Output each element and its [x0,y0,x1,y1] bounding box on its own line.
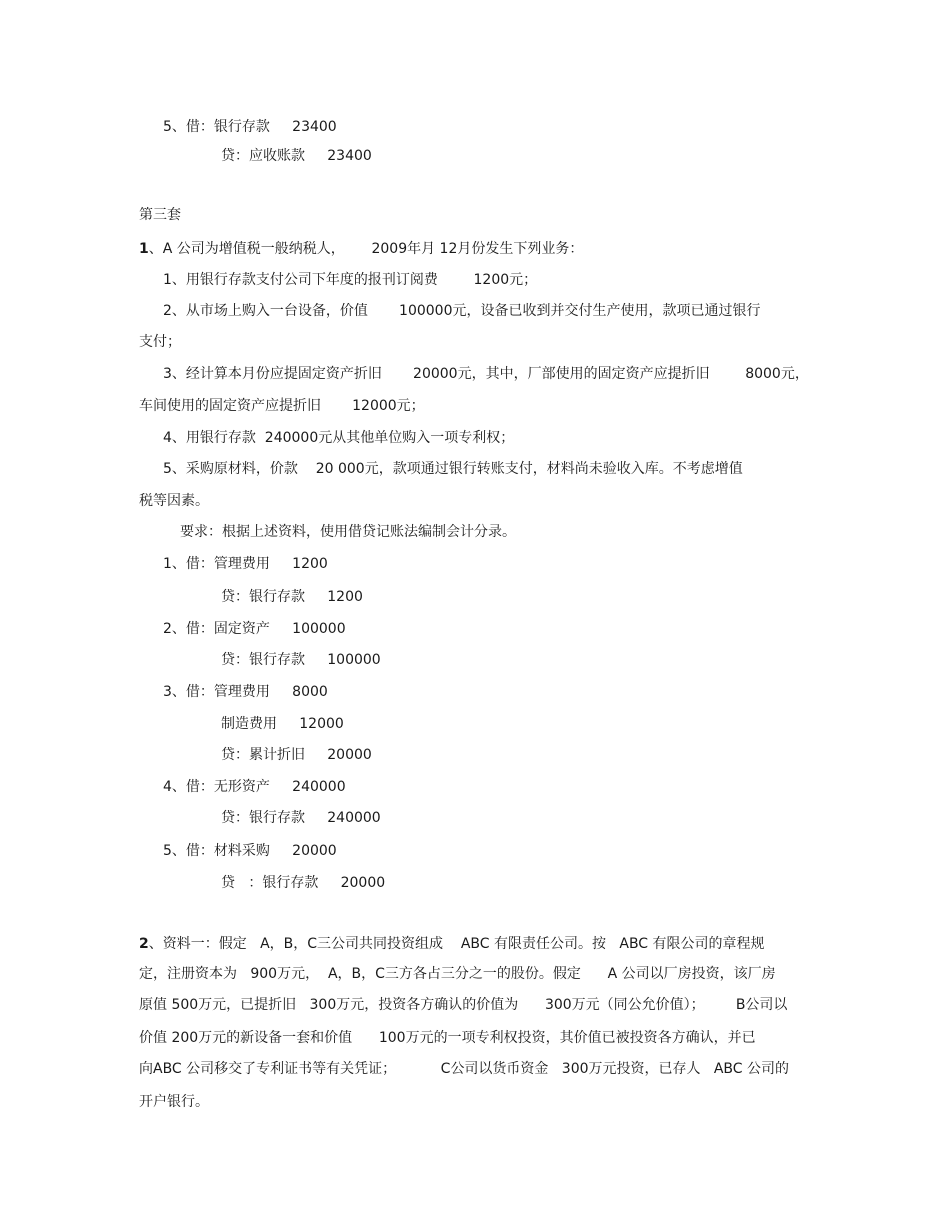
q1-item: 4、用银行存款 240000元从其他单位购入一项专利权； [163,430,515,446]
set-title: 第三套 [139,207,181,223]
q1-intro [139,240,583,258]
journal-entry: 贷：银行存款 240000 [221,810,381,826]
prev-entry-debit: 5、借：银行存款 23400 [163,119,337,135]
q1-item: 5、采购原材料，价款 20 000元，款项通过银行转账支付，材料尚未验收入库。不考虑增值 [163,461,743,477]
q2-line: 开户银行。 [139,1094,209,1110]
prev-entry-credit: 贷：应收账款 23400 [221,148,372,164]
q1-item: 2、从市场上购入一台设备，价值 100000元，设备已收到并交付生产使用，款项已通过银行 [163,303,761,319]
q2-line: 定，注册资本为 900万元， A，B，C三方各占三分之一的股份。假定 A 公司以厂房投资，该厂房 [139,966,776,982]
q1-number: 1 [139,241,149,257]
q2-line: 向ABC 公司移交了专利证书等有关凭证； C公司以货币资金 300万元投资，已存人 ABC 公司的 [139,1061,790,1077]
q1-item: 支付； [139,334,181,350]
q1-requirement: 要求：根据上述资料，使用借贷记账法编制会计分录。 [180,524,516,540]
journal-entry: 制造费用 12000 [221,716,344,732]
journal-entry: 贷：累计折旧 20000 [221,747,372,763]
journal-entry: 5、借：材料采购 20000 [163,843,337,859]
q2-line-text: 、资料一：假定 A，B，C三公司共同投资组成 ABC 有限责任公司。按 ABC 有限公司的章程规 [148,936,765,952]
q2-line [139,935,765,953]
journal-entry: 贷 ：银行存款 20000 [221,875,386,891]
q1-intro-text: 、A 公司为增值税一般纳税人， 2009年月 12月份发生下列业务： [148,241,584,257]
journal-entry: 2、借：固定资产 100000 [163,621,346,637]
q2-number: 2 [139,936,149,952]
journal-entry: 1、借：管理费用 1200 [163,556,328,572]
journal-entry: 4、借：无形资产 240000 [163,779,346,795]
q1-item: 3、经计算本月份应提固定资产折旧 20000元，其中，厂部使用的固定资产应提折旧 8000元， [163,366,809,382]
q2-line: 价值 200万元的新设备一套和价值 100万元的一项专利权投资，其价值已被投资各方确认，并已 [139,1030,756,1046]
journal-entry: 3、借：管理费用 8000 [163,684,328,700]
q1-item: 税等因素。 [139,493,209,509]
journal-entry: 贷：银行存款 100000 [221,652,381,668]
q1-item: 1、用银行存款支付公司下年度的报刊订阅费 1200元； [163,272,538,288]
q1-item: 车间使用的固定资产应提折旧 12000元； [139,398,425,414]
journal-entry: 贷：银行存款 1200 [221,589,363,605]
q2-line: 原值 500万元，已提折旧 300万元，投资各方确认的价值为 300万元（同公允价值）； B公司以 [139,997,788,1013]
